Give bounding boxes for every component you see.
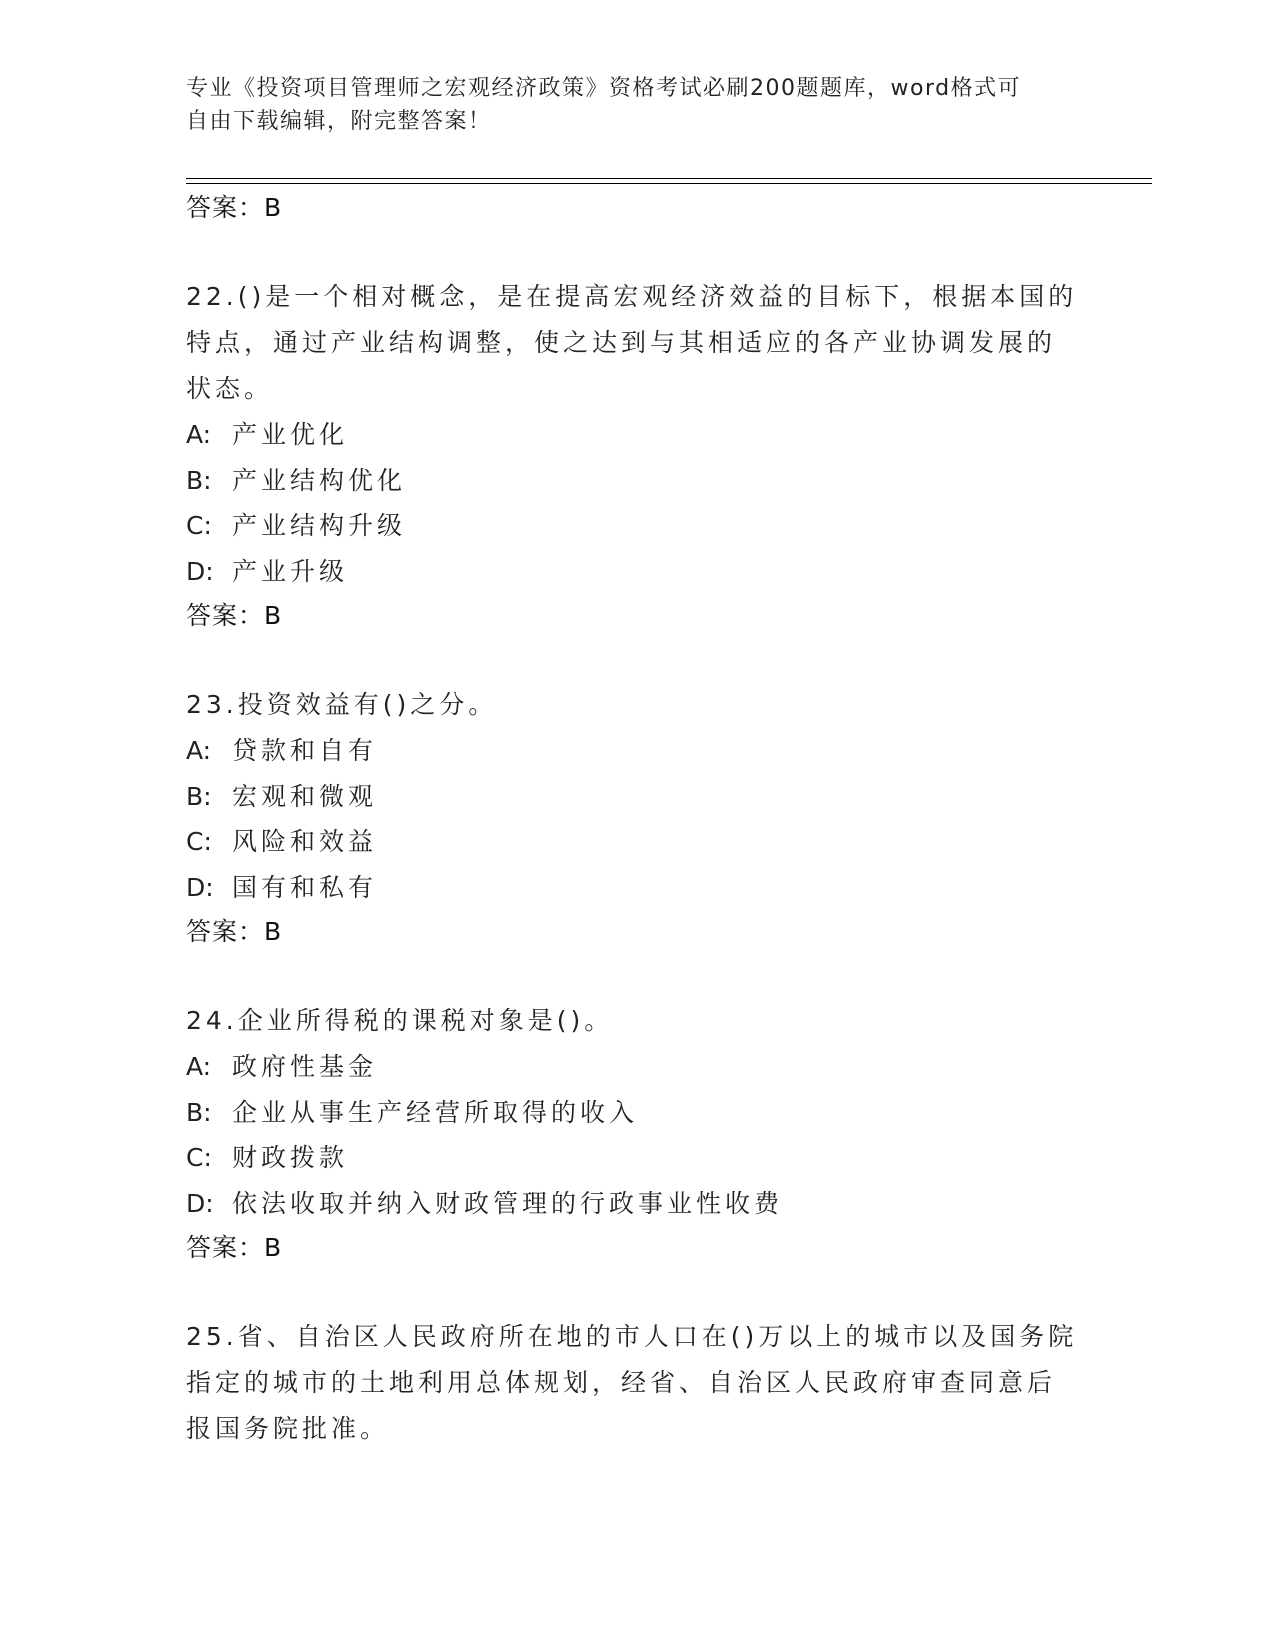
question-item <box>186 274 1086 638</box>
option-d <box>186 865 1086 911</box>
question-text-line: 状态。 <box>186 374 274 403</box>
option-text: 产业结构升级 <box>232 511 407 540</box>
question-text-line: 22.()是一个相对概念，是在提高宏观经济效益的目标下，根据本国的 <box>186 282 1078 311</box>
option-a <box>186 728 1086 774</box>
question-text-line: 23.投资效益有()之分。 <box>186 690 498 719</box>
question-text-line: 指定的城市的土地利用总体规划，经省、自治区人民政府审查同意后 <box>186 1368 1057 1397</box>
option-text: 财政拨款 <box>232 1143 349 1172</box>
option-text: 产业结构优化 <box>232 465 407 495</box>
question-item <box>186 682 1086 954</box>
option-letter: D: <box>186 1188 214 1218</box>
question-text-line: 特点，通过产业结构调整，使之达到与其相适应的各产业协调发展的 <box>186 328 1057 357</box>
option-a <box>186 412 1086 458</box>
option-c <box>186 1135 1086 1181</box>
option-b <box>186 458 1086 504</box>
option-d <box>186 1181 1086 1227</box>
header-divider-bottom <box>186 183 1152 184</box>
option-text: 产业优化 <box>232 420 349 449</box>
option-text: 国有和私有 <box>232 872 378 902</box>
option-letter: A: <box>186 1052 212 1081</box>
option-a <box>186 1044 1086 1090</box>
header-line-2: 自由下载编辑，附完整答案！ <box>186 109 492 134</box>
option-d <box>186 549 1086 595</box>
header-line-1: 专业《投资项目管理师之宏观经济政策》资格考试必刷200题题库，word格式可 <box>186 76 1022 101</box>
option-letter: C: <box>186 511 212 540</box>
option-text: 依法收取并纳入财政管理的行政事业性收费 <box>232 1188 784 1218</box>
option-c <box>186 503 1086 549</box>
option-text: 产业升级 <box>232 556 349 586</box>
header-divider-top <box>186 178 1152 179</box>
question-text-line: 25.省、自治区人民政府所在地的市人口在()万以上的城市以及国务院 <box>186 1322 1078 1351</box>
option-letter: B: <box>186 781 212 811</box>
option-text: 企业从事生产经营所取得的收入 <box>232 1097 639 1127</box>
question-text-line: 报国务院批准。 <box>186 1414 390 1443</box>
option-letter: C: <box>186 1143 212 1172</box>
option-text: 政府性基金 <box>232 1052 378 1081</box>
answer-line: 答案：B <box>186 917 283 946</box>
answer-line: 答案：B <box>186 601 283 630</box>
option-letter: A: <box>186 736 212 765</box>
option-b <box>186 774 1086 820</box>
question-list <box>186 186 1086 1452</box>
option-letter: B: <box>186 465 212 495</box>
option-text: 贷款和自有 <box>232 736 378 765</box>
option-letter: D: <box>186 872 214 902</box>
option-letter: A: <box>186 420 212 449</box>
option-letter: D: <box>186 556 214 586</box>
option-text: 风险和效益 <box>232 827 378 856</box>
option-b <box>186 1090 1086 1136</box>
question-item <box>186 1314 1086 1452</box>
answer-line: 答案：B <box>186 193 283 222</box>
option-letter: B: <box>186 1097 212 1127</box>
option-c <box>186 819 1086 865</box>
document-header <box>186 72 1086 138</box>
question-text-line: 24.企业所得税的课税对象是()。 <box>186 1006 614 1035</box>
question-item <box>186 998 1086 1270</box>
answer-line: 答案：B <box>186 1233 283 1262</box>
option-letter: C: <box>186 827 212 856</box>
option-text: 宏观和微观 <box>232 781 378 811</box>
